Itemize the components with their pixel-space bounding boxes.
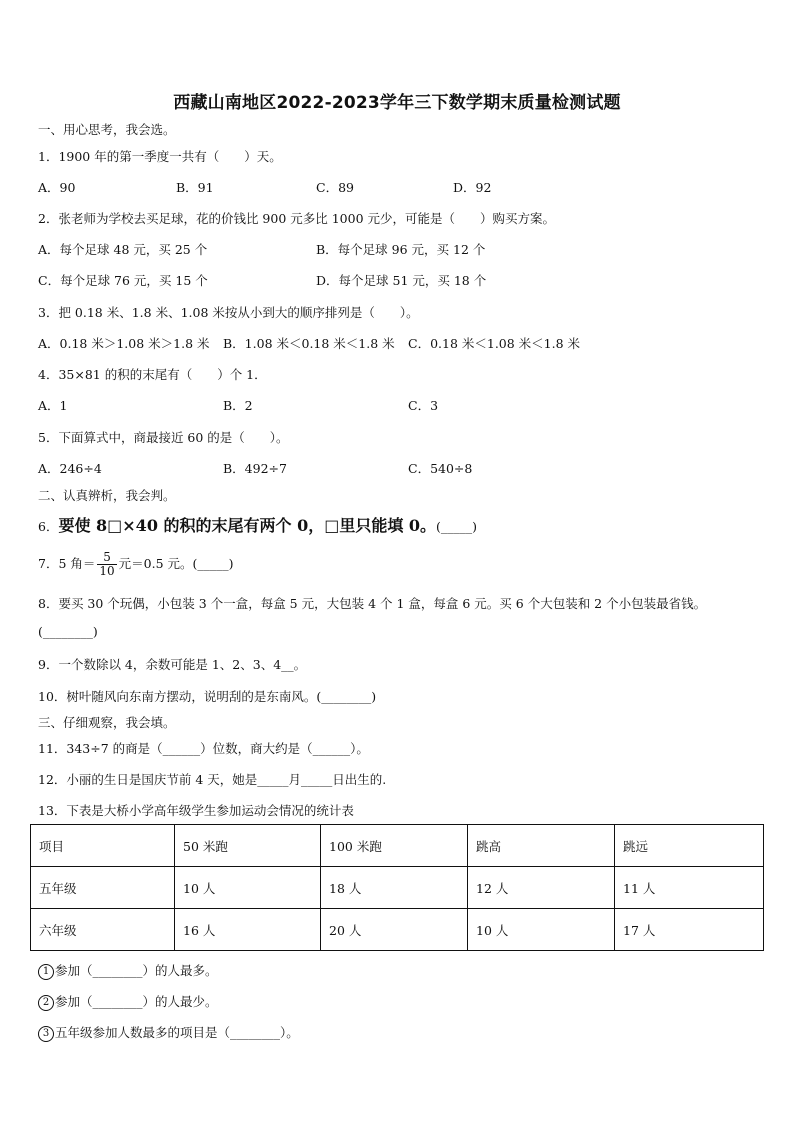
table-cell: 10 人 [175,867,321,909]
table-cell: 六年级 [31,909,175,951]
q4-option-b: B．2 [223,398,253,413]
section-heading-1: 一、用心思考，我会选。 [38,122,176,137]
section-heading-3: 三、仔细观察，我会填。 [38,715,176,730]
q6-statement: 要使 8□×40 的积的末尾有两个 0，□里只能填 0。 [58,516,437,535]
q2-option-d: D．每个足球 51 元，买 18 个 [316,273,487,288]
table-header-cell: 跳高 [468,825,615,867]
q2-option-c: C．每个足球 76 元，买 15 个 [38,273,208,288]
q13-subquestion-2 [38,992,218,1011]
circled-number-2: 2 [38,995,54,1011]
question-6 [38,513,477,536]
q7-suffix: 元＝0.5 元。(_____) [118,556,234,571]
q1-option-b: B．91 [176,180,214,195]
question-2: 2．张老师为学校去买足球，花的价钱比 900 元多比 1000 元少，可能是（ ）购买方案。 [38,211,556,226]
q5-option-c: C．540÷8 [408,461,473,476]
question-11: 11．343÷7 的商是（______）位数，商大约是（______）。 [38,741,369,756]
question-4: 4．35×81 的积的末尾有（ ）个 1． [38,367,267,382]
table-cell: 17 人 [615,909,764,951]
q13-sub-2-text: 参加（________）的人最少。 [55,994,218,1009]
q5-option-b: B．492÷7 [223,461,287,476]
question-12: 12．小丽的生日是国庆节前 4 天，她是_____月_____日出生的. [38,772,387,787]
table-cell: 16 人 [175,909,321,951]
q13-subquestion-3 [38,1023,299,1042]
table-cell: 20 人 [321,909,468,951]
question-13: 13．下表是大桥小学高年级学生参加运动会情况的统计表 [38,803,354,818]
question-9: 9．一个数除以 4，余数可能是 1、2、3、4__。 [38,657,307,672]
table-header-cell: 项目 [31,825,175,867]
table-header-row [31,825,764,867]
q8-answer-blank: (________) [38,624,98,639]
q6-number: 6． [38,519,59,534]
question-5: 5．下面算式中，商最接近 60 的是（ ）。 [38,430,289,445]
q13-sub-3-text: 五年级参加人数最多的项目是（________）。 [55,1025,299,1040]
q7-fraction-numerator: 5 [97,551,116,565]
q4-option-a: A．1 [38,398,68,413]
q7-fraction [97,551,116,578]
page-title: 西藏山南地区2022-2023学年三下数学期末质量检测试题 [173,93,621,113]
q5-option-a: A．246÷4 [38,461,102,476]
table-header-cell: 100 米跑 [321,825,468,867]
q1-option-d: D．92 [453,180,492,195]
table-cell: 10 人 [468,909,615,951]
question-10: 10．树叶随风向东南方摆动，说明刮的是东南风。(________) [38,689,377,704]
question-7 [38,551,234,578]
question-3: 3．把 0.18 米、1.8 米、1.08 米按从小到大的顺序排列是（ ）。 [38,305,419,320]
q3-option-b: B．1.08 米＜0.18 米＜1.8 米 [223,336,395,351]
table-header-cell: 跳远 [615,825,764,867]
q3-option-a: A．0.18 米＞1.08 米＞1.8 米 [38,336,210,351]
q3-option-c: C．0.18 米＜1.08 米＜1.8 米 [408,336,581,351]
circled-number-3: 3 [38,1026,54,1042]
table-row [31,909,764,951]
q1-option-a: A．90 [38,180,76,195]
q1-option-c: C．89 [316,180,354,195]
q4-option-c: C．3 [408,398,439,413]
circled-number-1: 1 [38,964,54,980]
table-cell: 11 人 [615,867,764,909]
table-cell: 12 人 [468,867,615,909]
table-header-cell: 50 米跑 [175,825,321,867]
table-cell: 18 人 [321,867,468,909]
q2-option-a: A．每个足球 48 元，买 25 个 [38,242,208,257]
q6-answer-blank: (_____) [436,519,478,534]
q13-sub-1-text: 参加（________）的人最多。 [55,963,218,978]
section-heading-2: 二、认真辨析，我会判。 [38,488,176,503]
table-cell: 五年级 [31,867,175,909]
table-row [31,867,764,909]
q7-prefix: 7．5 角＝ [38,556,96,571]
question-1: 1．1900 年的第一季度一共有（ ）天。 [38,149,282,164]
q2-option-b: B．每个足球 96 元，买 12 个 [316,242,486,257]
q7-fraction-denominator: 10 [99,564,115,578]
sports-stats-table [30,824,764,951]
q13-subquestion-1 [38,961,218,980]
question-8: 8．要买 30 个玩偶，小包装 3 个一盒，每盒 5 元，大包装 4 个 1 盒，每盒 6 元。买 6 个大包装和 2 个小包装最省钱。 [38,596,707,611]
